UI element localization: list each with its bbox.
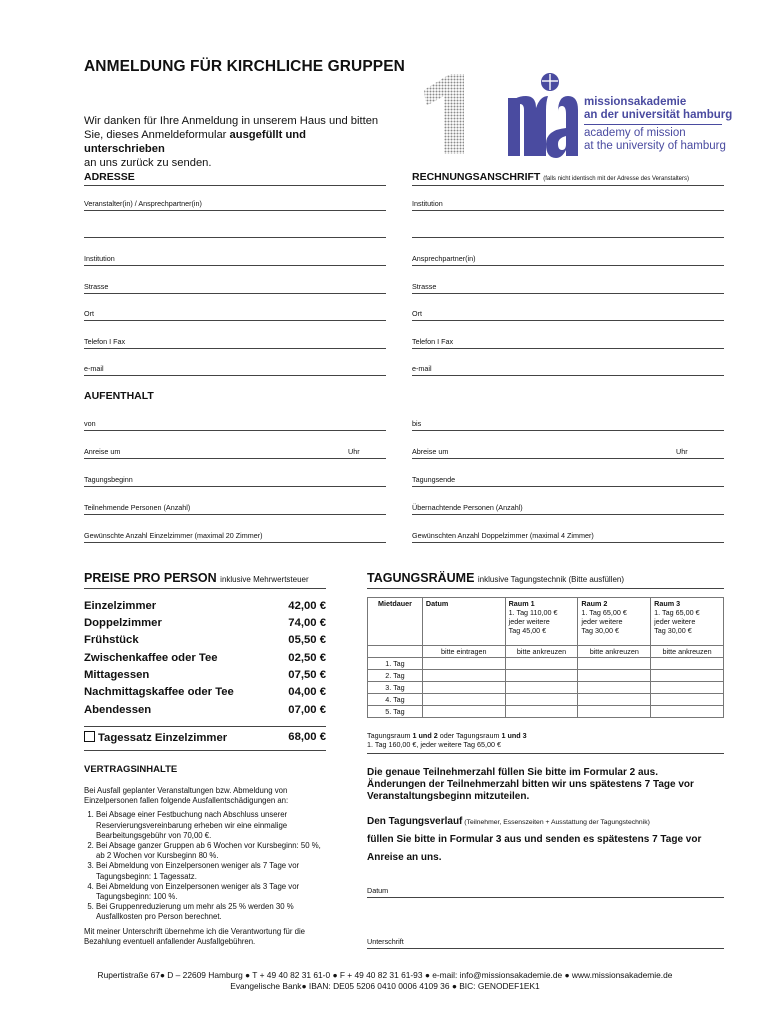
table-row [368, 706, 724, 718]
terms-outro: Mit meiner Unterschrift übernehme ich die Verantwortung für die Bezahlung eventuell anfallender Ausfallgebühren. [84, 926, 306, 946]
logo-line-1: missionsakademie [584, 96, 687, 108]
tick-hint: bitte ankreuzen [505, 646, 578, 658]
raum-3-price: 1. Tag 65,00 € [654, 608, 700, 617]
price-value: 05,50 € [288, 634, 326, 646]
single-rooms-field[interactable]: Gewünschte Anzahl Einzelzimmer (maximal 20 Zimmer) [84, 531, 386, 543]
billing-note: (falls nicht identisch mit der Adresse des Veranstalters) [543, 176, 689, 182]
rooms-combo-price: 1. Tag 160,00 €, jeder weitere Tag 65,00 € [367, 740, 501, 749]
day-label: 2. Tag [368, 670, 423, 682]
note-part: 1 und 2 [412, 731, 438, 740]
raum-3-label: Raum 3 [654, 599, 681, 608]
overnight-field[interactable]: Übernachtende Personen (Anzahl) [412, 503, 724, 515]
billing-heading [412, 171, 689, 183]
terms-list [84, 810, 324, 922]
divider [84, 750, 326, 751]
price-value: 02,50 € [288, 652, 326, 664]
logo-text-en [584, 127, 726, 152]
price-label: Frühstück [84, 634, 139, 646]
table-row [368, 658, 724, 670]
footer-address: Rupertistraße 67● D – 22609 Hamburg ● T + 49 40 82 31 61-0 ● F + 49 40 82 31 61-93 ● e-mail: info@missionsakademie.de ● www.missionsakademie.de [97, 970, 673, 980]
raum-2-cell[interactable] [578, 694, 651, 706]
intro-line-1: Wir danken für Ihre Anmeldung in unserem Haus und bitten [84, 115, 379, 127]
logo-one-icon [420, 72, 472, 156]
price-value: 07,00 € [288, 704, 326, 716]
page-title: ANMELDUNG FÜR KIRCHLICHE GRUPPEN [84, 58, 405, 75]
raum-1-cell[interactable] [505, 694, 578, 706]
date-cell[interactable] [422, 706, 505, 718]
price-label: Mittagessen [84, 669, 150, 681]
list-item: 5. Bei Gruppenreduzierung um mehr als 25 % werden 30 % Ausfallkosten pro Person berechnet. [96, 902, 324, 922]
col-raum-2 [578, 598, 651, 646]
billing-heading-label: RECHNUNGSANSCHRIFT [412, 171, 541, 183]
price-row [84, 652, 326, 668]
table-header-row [368, 598, 724, 646]
departure-uhr: Uhr [676, 447, 688, 456]
raum-3-price: jeder weitere [654, 617, 696, 626]
logo-divider [584, 124, 722, 125]
arrival-uhr: Uhr [348, 447, 360, 456]
terms-body [84, 786, 324, 947]
address-heading: ADRESSE [84, 171, 135, 183]
list-item: 4. Bei Abmeldung von Einzelpersonen weniger als 3 Tage vor Tagungsbeginn: 100 %. [96, 882, 324, 902]
participants-field[interactable]: Teilnehmende Personen (Anzahl) [84, 503, 386, 515]
conference-end-field[interactable]: Tagungsende [412, 475, 724, 487]
note-part: 1 und 3 [501, 731, 527, 740]
raum-2-label: Raum 2 [581, 599, 608, 608]
divider [84, 726, 326, 727]
billing-city-field[interactable]: Ort [412, 309, 724, 321]
table-instruction-row [368, 646, 724, 658]
conference-start-field[interactable]: Tagungsbeginn [84, 475, 386, 487]
price-row [84, 617, 326, 633]
price-value: 04,00 € [288, 686, 326, 698]
price-row [84, 686, 326, 702]
raum-1-cell[interactable] [505, 706, 578, 718]
billing-phone-fax-field[interactable]: Telefon I Fax [412, 337, 724, 349]
price-label: Abendessen [84, 704, 152, 716]
stay-heading: AUFENTHALT [84, 390, 154, 402]
intro-line-2: Sie, dieses Anmeldeformular [84, 129, 230, 141]
raum-1-price: 1. Tag 110,00 € [508, 608, 558, 617]
departure-label: Abreise um [412, 447, 449, 456]
raum-1-cell[interactable] [505, 682, 578, 694]
col-datum: Datum [422, 598, 505, 646]
raum-2-price: Tag 30,00 € [581, 626, 619, 635]
organizer-field[interactable]: Veranstalter(in) / Ansprechpartner(in) [84, 199, 386, 211]
table-row [368, 682, 724, 694]
daily-rate-label: Tagessatz Einzelzimmer [98, 732, 228, 744]
price-label: Zwischenkaffee oder Tee [84, 652, 218, 664]
schedule-notice-title: Den Tagungsverlauf [367, 816, 463, 827]
price-row [84, 634, 326, 650]
billing-contact-field[interactable]: Ansprechpartner(in) [412, 254, 724, 266]
date-cell[interactable] [422, 670, 505, 682]
terms-intro: Bei Ausfall geplanter Veranstaltungen bzw. Abmeldung von Einzelpersonen fallen folgende Ausfallentschädigungen an: [84, 786, 289, 806]
raum-1-price: Tag 45,00 € [508, 626, 547, 635]
blank-line[interactable] [84, 237, 386, 238]
raum-2-cell[interactable] [578, 670, 651, 682]
schedule-notice-detail: (Teilnehmer, Essenszeiten + Ausstattung der Tagungstechnik) [462, 819, 650, 826]
raum-1-cell[interactable] [505, 670, 578, 682]
rooms-combo-note [367, 731, 527, 749]
raum-2-price: jeder weitere [581, 617, 623, 626]
rooms-table [367, 597, 724, 718]
date-cell[interactable] [422, 682, 505, 694]
note-part: oder Tagungsraum [437, 731, 502, 740]
street-field[interactable]: Strasse [84, 282, 386, 294]
prices-heading-note: inklusive Mehrwertsteuer [220, 575, 309, 584]
tick-hint: bitte ankreuzen [578, 646, 651, 658]
day-label: 5. Tag [368, 706, 423, 718]
rooms-heading [367, 571, 624, 585]
raum-3-cell[interactable] [651, 694, 724, 706]
price-value: 74,00 € [288, 617, 326, 629]
price-row [84, 669, 326, 685]
list-item: 1. Bei Absage einer Festbuchung nach Abschluss unserer Reservierungsvereinbarung erheben wir eine einmalige Bearbeitungsgebühr von 70,00 €. [96, 810, 324, 841]
daily-rate-row[interactable] [84, 731, 326, 747]
col-raum-1 [505, 598, 578, 646]
raum-3-cell[interactable] [651, 670, 724, 682]
prices-heading [84, 571, 309, 585]
raum-2-cell[interactable] [578, 706, 651, 718]
table-row [368, 694, 724, 706]
raum-2-cell[interactable] [578, 682, 651, 694]
list-item: 2. Bei Absage ganzer Gruppen ab 6 Wochen vor Kursbeginn: 50 %, ab 2 Wochen vor Kursbeginn 80 %. [96, 841, 324, 861]
schedule-notice-body: füllen Sie bitte in Formular 3 aus und senden es spätestens 7 Tage vor Anreise an uns. [367, 834, 702, 863]
enter-hint: bitte eintragen [422, 646, 505, 658]
double-rooms-field[interactable]: Gewünschten Anzahl Doppelzimmer (maximal 4 Zimmer) [412, 531, 724, 543]
blank-line[interactable] [412, 237, 724, 238]
day-label: 4. Tag [368, 694, 423, 706]
rooms-heading-note: inklusive Tagungstechnik (Bitte ausfüllen) [477, 575, 625, 584]
departure-time-field[interactable] [412, 447, 724, 459]
logo-line-4: at the university of hamburg [584, 139, 726, 152]
raum-1-label: Raum 1 [508, 599, 535, 608]
phone-fax-field[interactable]: Telefon I Fax [84, 337, 386, 349]
schedule-notice [367, 811, 717, 865]
date-line[interactable] [367, 897, 724, 898]
date-cell[interactable] [422, 694, 505, 706]
price-value: 07,50 € [288, 669, 326, 681]
arrival-label: Anreise um [84, 447, 121, 456]
logo-text-de [584, 96, 732, 121]
empty-cell [368, 646, 423, 658]
price-row [84, 704, 326, 720]
raum-3-cell[interactable] [651, 682, 724, 694]
logo-ma-icon [500, 72, 578, 158]
day-label: 3. Tag [368, 682, 423, 694]
divider [84, 588, 326, 589]
divider [367, 753, 724, 754]
logo-line-3: academy of mission [584, 127, 686, 139]
footer-bank: Evangelische Bank● IBAN: DE05 5206 0410 0006 4109 36 ● BIC: GENODEF1EK1 [230, 981, 540, 991]
city-field[interactable]: Ort [84, 309, 386, 321]
raum-2-cell[interactable] [578, 658, 651, 670]
signature-line[interactable] [367, 948, 724, 949]
date-cell[interactable] [422, 658, 505, 670]
logo-line-2: an der universität hamburg [584, 108, 733, 121]
note-part: Tagungsraum [367, 731, 413, 740]
intro-line-3: an uns zurück zu senden. [84, 157, 212, 169]
footer [0, 970, 770, 992]
price-label: Einzelzimmer [84, 600, 157, 612]
raum-2-price: 1. Tag 65,00 € [581, 608, 627, 617]
raum-1-price: jeder weitere [508, 617, 550, 626]
daily-rate-value: 68,00 € [288, 731, 326, 743]
price-label: Doppelzimmer [84, 617, 162, 629]
tick-hint: bitte ankreuzen [651, 646, 724, 658]
to-date-field[interactable]: bis [412, 419, 724, 431]
email-field[interactable]: e-mail [84, 364, 386, 376]
from-date-field[interactable]: von [84, 419, 386, 431]
price-value: 42,00 € [288, 600, 326, 612]
intro-emphasis: ausgefüllt und unterschrieben [84, 129, 306, 155]
col-raum-3 [651, 598, 724, 646]
raum-3-cell[interactable] [651, 706, 724, 718]
daily-rate-checkbox[interactable] [84, 731, 95, 742]
divider [412, 185, 724, 186]
day-label: 1. Tag [368, 658, 423, 670]
signature-label: Unterschrift [367, 937, 404, 946]
intro-text [84, 114, 384, 170]
rooms-heading-label: TAGUNGSRÄUME [367, 571, 475, 585]
col-mietdauer: Mietdauer [368, 598, 423, 646]
list-item: 3. Bei Abmeldung von Einzelpersonen weniger als 7 Tage vor Tagungsbeginn: 1 Tagessatz. [96, 861, 324, 881]
institution-field[interactable]: Institution [84, 254, 386, 266]
billing-street-field[interactable]: Strasse [412, 282, 724, 294]
divider [84, 185, 386, 186]
price-row [84, 600, 326, 616]
billing-email-field[interactable]: e-mail [412, 364, 724, 376]
terms-heading: VERTRAGSINHALTE [84, 764, 178, 775]
prices-heading-label: PREISE PRO PERSON [84, 571, 217, 585]
divider [367, 588, 724, 589]
price-label: Nachmittagskaffee oder Tee [84, 686, 234, 698]
raum-1-cell[interactable] [505, 658, 578, 670]
raum-3-price: Tag 30,00 € [654, 626, 692, 635]
table-row [368, 670, 724, 682]
date-label: Datum [367, 886, 389, 895]
arrival-time-field[interactable] [84, 447, 386, 459]
participant-notice: Die genaue Teilnehmerzahl füllen Sie bitte im Formular 2 aus. Änderungen der Teilnehmerzahl bitten wir uns spätestens 7 Tage vor Veranstaltungsbeginn mitzuteilen. [367, 767, 694, 802]
billing-institution-field[interactable]: Institution [412, 199, 724, 211]
raum-3-cell[interactable] [651, 658, 724, 670]
